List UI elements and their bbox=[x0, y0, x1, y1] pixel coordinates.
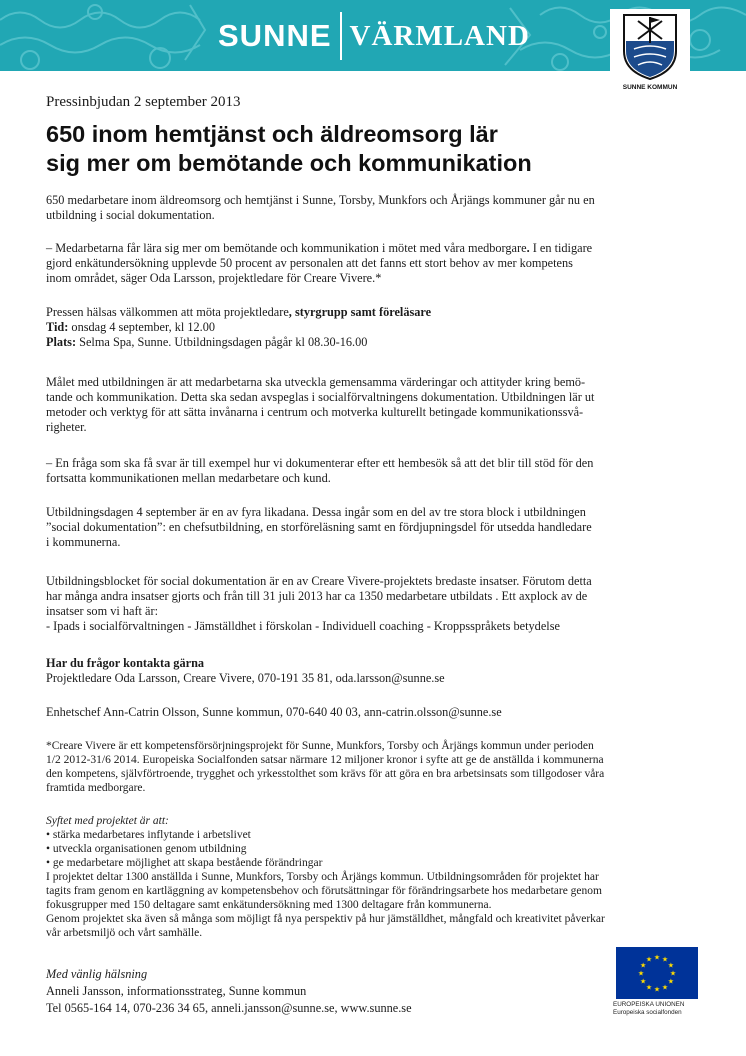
headline-line: 650 inom hemtjänst och äldreomsorg lär bbox=[46, 121, 498, 147]
goal-line: Målet med utbildningen är att medarbetarna ska utveckla gemensamma värderingar och attityder kring bemö- bbox=[46, 375, 586, 389]
quote-text: – Medarbetarna får lära sig mer om bemötande och kommunikation i mötet med våra medborgare bbox=[46, 241, 527, 255]
contact-heading-text: Har du frågor kontakta gärna bbox=[46, 656, 205, 670]
eu-star-icon: ★ bbox=[653, 985, 661, 994]
quote-line: – En fråga som ska få svar är till exempel hur vi dokumenterar efter ett hembesök så att det blir till stöd för den bbox=[46, 456, 594, 470]
invite-time bbox=[46, 320, 215, 335]
time-value: onsdag 4 september, kl 12.00 bbox=[68, 320, 216, 334]
goal-line: metoder och verktyg för att sätta invånarna i centrum och motverka kulturellt betingade kommunikationssvå- bbox=[46, 405, 584, 419]
eu-star-icon: ★ bbox=[653, 953, 661, 962]
eu-star-icon: ★ bbox=[669, 969, 677, 978]
contact-line: Enhetschef Ann-Catrin Olsson, Sunne kommun, 070-640 40 03, ann-catrin.olsson@sunne.se bbox=[46, 705, 502, 719]
headline-line: sig mer om bemötande och kommunikation bbox=[46, 150, 532, 176]
footnote-line: den kompetens, självförtroende, trygghet och yrkesstolthet som krävs för att göra en bra arbetsinsats som tillgodoser våra bbox=[46, 768, 605, 780]
quote-line: gjord enkätundersökning upplevde 50 procent av personalen att det fanns ett stort behov av mer kompetens bbox=[46, 256, 573, 270]
footnote-line: *Creare Vivere är ett kompetensförsörjningsprojekt för Sunne, Munkfors, Torsby och Årjängs kommun under perioden bbox=[46, 740, 594, 752]
invite-place bbox=[46, 335, 367, 350]
brand-varmland: VÄRMLAND bbox=[349, 19, 530, 52]
signoff-greeting-text: Med vänlig hälsning bbox=[46, 967, 148, 981]
purpose-heading bbox=[46, 814, 169, 829]
eu-star-icon: ★ bbox=[639, 977, 647, 986]
contact-line: Projektledare Oda Larsson, Creare Vivere, 070-191 35 81, oda.larsson@sunne.se bbox=[46, 671, 445, 685]
day-line: ”social dokumentation”: en chefsutbildning, en storföreläsning samt en fördjupningsdel för utsedda handledare bbox=[46, 520, 592, 534]
eu-star-icon: ★ bbox=[661, 955, 669, 964]
headline bbox=[46, 120, 532, 178]
quote-line bbox=[46, 241, 592, 256]
eu-logo-line: Europeiska socialfonden bbox=[613, 1009, 682, 1016]
invite-text-bold: , styrgrupp samt föreläsare bbox=[288, 305, 432, 319]
eu-logo-line: EUROPEISKA UNIONEN bbox=[613, 1001, 685, 1008]
eu-star-icon: ★ bbox=[667, 961, 675, 970]
invite-text: Pressen hälsas välkommen att möta projektledare bbox=[46, 305, 289, 319]
coat-of-arms-icon bbox=[610, 9, 690, 83]
municipality-crest bbox=[610, 9, 690, 97]
purpose-bullet: • stärka medarbetares inflytande i arbetslivet bbox=[46, 829, 251, 841]
signoff-name: Anneli Jansson, informationsstrateg, Sunne kommun bbox=[46, 984, 307, 998]
day-line: Utbildningsdagen 4 september är en av fyra likadana. Dessa ingår som en del av tre stora block i utbildningen bbox=[46, 505, 586, 519]
block-line: - Ipads i socialförvaltningen - Jämställdhet i förskolan - Individuell coaching - Kroppsspråkets betydelse bbox=[46, 619, 560, 633]
day-line: i kommunerna. bbox=[46, 535, 121, 549]
brand-sunne: SUNNE bbox=[218, 18, 332, 53]
eu-star-icon: ★ bbox=[637, 969, 645, 978]
purpose-line: Genom projektet ska även så många som möjligt få nya perspektiv på hur jämställdhet, mångfald och kreativitet påverkar bbox=[46, 913, 605, 925]
intro-line: 650 medarbetare inom äldreomsorg och hemtjänst i Sunne, Torsby, Munkfors och Årjängs kommuner går nu en bbox=[46, 193, 595, 207]
eu-star-icon: ★ bbox=[667, 977, 675, 986]
invite-line bbox=[46, 305, 431, 320]
brand-divider bbox=[340, 12, 342, 60]
dateline: Pressinbjudan 2 september 2013 bbox=[46, 94, 241, 110]
footnote-line: framtida medborgare. bbox=[46, 782, 146, 794]
brand-logo bbox=[218, 14, 530, 58]
quote-line: inom området, säger Oda Larsson, projektledare för Creare Vivere.* bbox=[46, 271, 382, 285]
purpose-heading-text: Syftet med projektet är att: bbox=[46, 815, 169, 827]
place-value: Selma Spa, Sunne. Utbildningsdagen pågår kl 08.30-16.00 bbox=[76, 335, 368, 349]
signoff-greeting bbox=[46, 967, 147, 982]
intro-line: utbildning i social dokumentation. bbox=[46, 208, 215, 222]
block-line: insatser som vi haft är: bbox=[46, 604, 159, 618]
block-line: har många andra insatser gjorts och från till 31 juli 2013 har ca 1350 medarbetare utbildats . Ett axplock av de bbox=[46, 589, 588, 603]
purpose-line: I projektet deltar 1300 anställda i Sunne, Munkfors, Torsby och Årjängs kommun. Utbildningsområden för projektet har bbox=[46, 871, 599, 883]
quote-line: fortsatta kommunikationen mellan medarbetare och kund. bbox=[46, 471, 331, 485]
block-line: Utbildningsblocket för social dokumentation är en av Creare Vivere-projektets bredaste insatser. Förutom detta bbox=[46, 574, 592, 588]
eu-star-icon: ★ bbox=[645, 955, 653, 964]
goal-line: tande och kommunikation. Detta ska sedan avspeglas i socialförvaltningens dokumentation. Utbildningen lär ut bbox=[46, 390, 595, 404]
signoff-contact: Tel 0565-164 14, 070-236 34 65, anneli.jansson@sunne.se, www.sunne.se bbox=[46, 1001, 412, 1015]
crest-caption: SUNNE KOMMUN bbox=[622, 84, 678, 91]
eu-star-icon: ★ bbox=[639, 961, 647, 970]
goal-line: righeter. bbox=[46, 420, 87, 434]
purpose-bullet: • utveckla organisationen genom utbildning bbox=[46, 843, 247, 855]
quote-text: I en tidigare bbox=[529, 241, 593, 255]
footnote-line: 1/2 2012-31/6 2014. Europeiska Socialfonden satsar närmare 12 miljoner kronor i syfte att ge de anställda i kommunerna bbox=[46, 754, 604, 766]
purpose-bullet: • ge medarbetare möjlighet att skapa bestående förändringar bbox=[46, 857, 323, 869]
quote-period: . bbox=[526, 241, 530, 255]
place-label: Plats: bbox=[46, 335, 77, 349]
contact-heading bbox=[46, 656, 204, 671]
eu-logo bbox=[613, 943, 701, 1025]
purpose-line: vår arbetsmiljö och vårt samhälle. bbox=[46, 927, 203, 939]
eu-star-icon: ★ bbox=[645, 983, 653, 992]
purpose-line: fokusgrupper med 150 deltagare samt enkätundersökning med 1300 deltagare från kommunerna. bbox=[46, 899, 492, 911]
time-label: Tid: bbox=[46, 320, 69, 334]
eu-star-icon: ★ bbox=[661, 983, 669, 992]
eu-flag-icon bbox=[616, 947, 698, 999]
eu-stars-icon bbox=[616, 947, 698, 999]
purpose-line: tagits fram genom en kartläggning av kompetensbehov och förutsättningar för förändringsarbete hos medarbetare genom bbox=[46, 885, 602, 897]
